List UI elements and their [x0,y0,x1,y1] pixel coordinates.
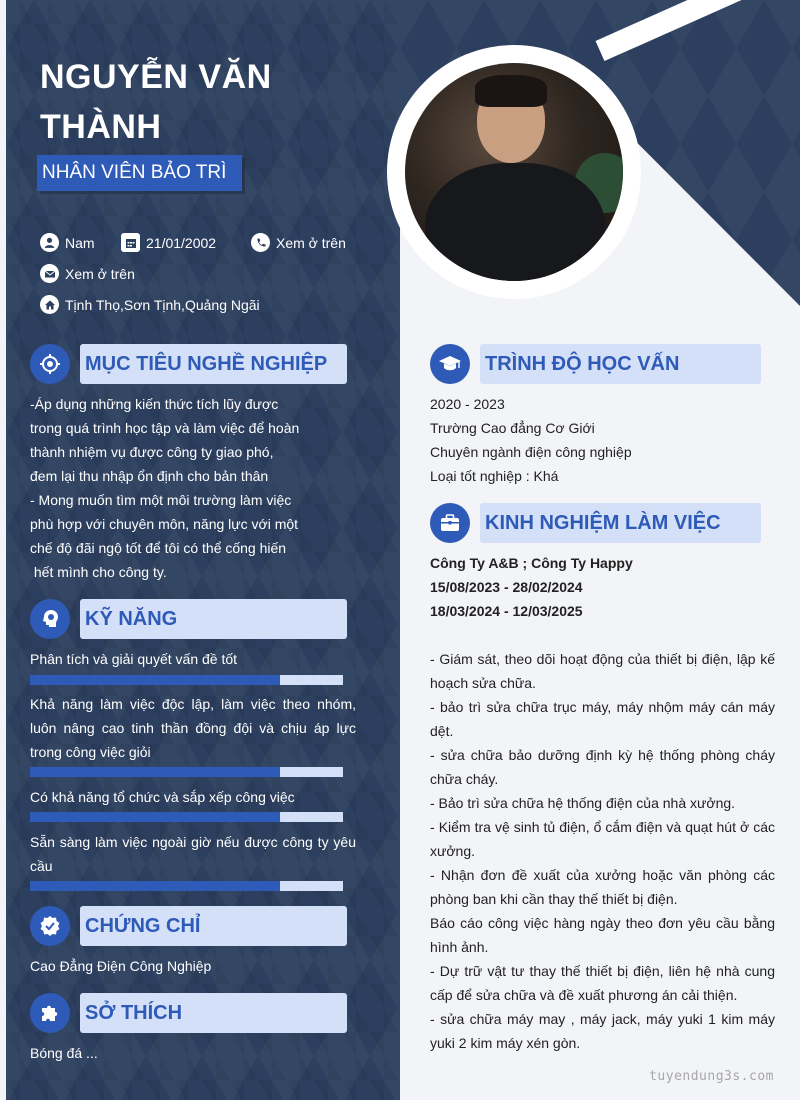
skill-bar [30,812,343,822]
skills-heading: KỸ NĂNG [80,599,347,639]
experience-summary [430,551,775,623]
candidate-name [40,52,380,152]
user-icon [40,233,59,252]
skill-bar-fill [30,675,280,685]
objective-text: -Áp dụng những kiến thức tích lũy được trong quá trình học tập và làm việc để hoàn thành nhiệm vụ được công ty giao phó, đem lại thu nhập ổn định cho bản thân - Mong muốn tìm một môi trường làm việc phù hợp với chuyên môn, năng lực với một chế độ đãi ngộ tốt để tôi có thể cống hiến hết mình cho công ty. [30,396,300,580]
skill-label: Sẵn sàng làm việc ngoài giờ nếu được công ty yêu cầu [30,834,356,874]
education-major: Chuyên ngành điện công nghiệp [430,444,632,460]
avatar [405,63,623,281]
phone-text: Xem ở trên [276,234,346,251]
duty-item: - sửa chữa bảo dưỡng định kỳ hệ thống phòng cháy chữa cháy. [430,747,775,787]
target-icon [30,344,70,384]
briefcase-icon [430,503,470,543]
experience-heading: KINH NGHIỆM LÀM VIỆC [480,503,761,543]
phone-icon [251,233,270,252]
skill-bar [30,675,343,685]
education-period: 2020 - 2023 [430,396,505,412]
duty-item: - Bảo trì sửa chữa hệ thống điện của nhà xưởng. [430,795,736,811]
email-info [40,264,135,283]
name-line-1: NGUYỄN VĂN [40,58,272,96]
duty-item: - bảo trì sửa chữa trục máy, máy nhộm máy cán máy dệt. [430,699,775,739]
education-grade: Loại tốt nghiệp : Khá [430,468,559,484]
education-details [430,392,775,488]
duty-item: Báo cáo công việc hàng ngày theo đơn yêu cầu bằng hình ảnh. [430,915,775,955]
education-school: Trường Cao đẳng Cơ Giới [430,420,595,436]
graduation-cap-icon [430,344,470,384]
gender-text: Nam [65,234,95,251]
address-text: Tịnh Thọ,Sơn Tịnh,Quảng Ngãi [65,296,260,313]
duty-item: - Nhận đơn đề xuất của xưởng hoặc văn phòng các phòng ban khi cần thay thế thiết bị điện. [430,867,775,907]
experience-period-2: 18/03/2024 - 12/03/2025 [430,603,583,619]
puzzle-icon [30,993,70,1033]
skill-label: Khả năng làm việc độc lập, làm việc theo nhóm, luôn nâng cao tinh thần đồng đội và chịu áp lực trong công việc giỏi [30,696,356,760]
skill-label: Có khả năng tổ chức và sắp xếp công việc [30,789,295,805]
experience-duties [430,647,775,1055]
address-info [40,295,260,314]
email-text: Xem ở trên [65,265,135,282]
hobby-text: Bóng đá ... [30,1045,98,1061]
hobbies-heading: SỞ THÍCH [80,993,347,1033]
duty-item: - Dự trữ vật tư thay thế thiết bị điện, liên hệ nhà cung cấp để sửa chữa và đề xuất phương án cải thiện. [430,963,775,1003]
education-heading: TRÌNH ĐỘ HỌC VẤN [480,344,761,384]
experience-period-1: 15/08/2023 - 28/02/2024 [430,579,583,595]
skill-bar-fill [30,767,280,777]
brain-icon [30,599,70,639]
skill-bar [30,881,343,891]
job-title: NHÂN VIÊN BẢO TRÌ [37,155,242,191]
experience-companies: Công Ty A&B ; Công Ty Happy [430,555,633,571]
certificates-heading: CHỨNG CHỈ [80,906,347,946]
gender-info [40,233,95,252]
duty-item: - sửa chữa máy may , máy jack, máy yuki 1 kim máy yuki 2 kim máy xén gòn. [430,1011,775,1051]
certificate-text: Cao Đẳng Điện Công Nghiệp [30,958,212,974]
phone-info [251,233,346,252]
name-line-2: THÀNH [40,108,162,146]
skill-bar [30,767,343,777]
skill-bar-fill [30,812,280,822]
skill-label: Phân tích và giải quyết vấn đề tốt [30,651,238,667]
birthdate-text: 21/01/2002 [146,234,217,251]
home-icon [40,295,59,314]
duty-item: - Kiểm tra vệ sinh tủ điện, ổ cắm điện và quạt hút ở các xưởng. [430,819,775,859]
watermark: tuyendung3s.com [649,1069,774,1084]
objective-heading: MỤC TIÊU NGHỀ NGHIỆP [80,344,347,384]
certificate-icon [30,906,70,946]
skill-bar-fill [30,881,280,891]
email-icon [40,264,59,283]
duty-item: - Giám sát, theo dõi hoạt động của thiết bị điện, lập kế hoạch sửa chữa. [430,651,775,691]
calendar-icon [121,233,140,252]
birthdate-info [121,233,216,252]
